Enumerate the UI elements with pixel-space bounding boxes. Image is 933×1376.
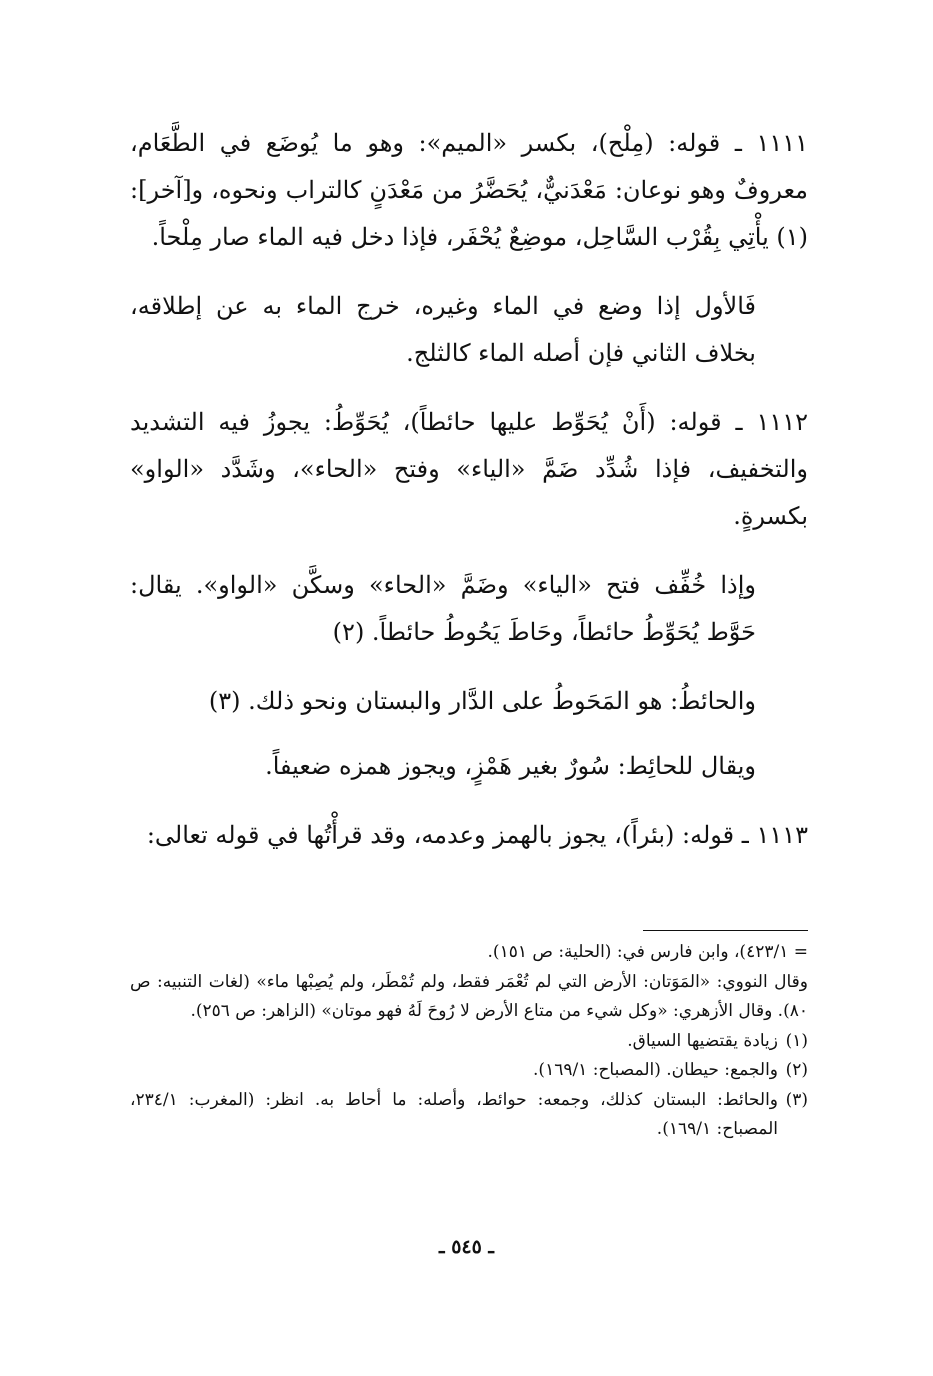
paragraph-1112: ١١١٢ ـ قوله: (أَنْ يُحَوِّط عليها حائطاً)، يُحَوِّطُ: يجوزُ فيه التشديد والتخفيف، فإذا شُدِّد ضَمَّ «الياء» وفتح «الحاء»، وشَدَّد «الواو» بكسرةٍ. — [130, 408, 808, 530]
footnote-text: والحائط: البستان كذلك، وجمعه: حوائط، وأصله: ما أحاط به. انظر: (المغرب: ٢٣٤/١، المصباح: ١٦٩/١). — [130, 1089, 778, 1139]
footnote-continuation-nawawi: وقال النووي: «المَوَتان: الأرض التي لم تُعْمَر فقط، ولم تُمْطَر، ولم يُصِبْها ماء» (لغات التنبيه: ص ٨٠). وقال الأزهري: «وكل شيء من متاع الأرض لا رُوحَ لَهُ فهو موتان» (الزاهر: ص ٢٥٦). — [130, 971, 808, 1021]
paragraph-1111-continued: فَالأول إذا وضع في الماء وغيره، خرج الماء به عن إطلاقه، بخلاف الثاني فإن أصله الماء كالثلج. — [130, 292, 757, 367]
page-number: ـ ٥٤٥ ـ — [439, 1236, 494, 1258]
footnote-2 — [130, 1056, 808, 1086]
footnote-1 — [130, 1027, 808, 1057]
paragraph-1112-continued: وإذا خُفِّف فتح «الياء» وضَمَّ «الحاء» وسكَّن «الواو». يقال: حَوَّط يُحَوِّطُ حائطاً، وحَاطَ يَحُوطُ حائطاً. (٢) — [130, 571, 756, 646]
paragraph-hait-sur: ويقال للحائِط: سُورٌ بغير هَمْزٍ، ويجوز همزه ضعيفاً. — [265, 752, 756, 780]
footnotes — [130, 938, 808, 1145]
paragraph-hait-definition: والحائطُ: هو المَحَوطُ على الدَّار والبستان ونحو ذلك. (٣) — [208, 687, 756, 715]
main-text — [130, 120, 808, 881]
footnote-text: زيادة يقتضيها السياق. — [627, 1030, 778, 1051]
footnote-number: (١) — [785, 1030, 808, 1051]
footnote-text: والجمع: حيطان. (المصباح: ١٦٩/١). — [533, 1060, 778, 1080]
paragraph-1111: ١١١١ ـ قوله: (مِلْح)، بكسر «الميم»: وهو ما يُوضَع في الطَّعَام، معروفٌ وهو نوعان: مَعْدَنيٌّ، يُحَضَّرُ من مَعْدَنٍ كالتراب ونحوه، و[آخر]: (١) يأْتِي بِقُرْب السَّاحِل، موضِعٌ يُحْفَر، فإذا دخل فيه الماء صار مِلْحاً. — [130, 129, 809, 251]
footnote-3 — [130, 1086, 808, 1145]
footnote-number: (٢) — [785, 1060, 808, 1080]
footnote-continuation-line: = ٤٢٣/١)، وابن فارس في: (الحلية: ص ١٥١). — [487, 942, 808, 962]
paragraph-1113: ١١١٣ ـ قوله: (بئراً)، يجوز بالهمز وعدمه، وقد قرأْتُها في قوله تعالى: — [146, 821, 808, 849]
footnote-separator — [643, 930, 808, 931]
footnote-number: (٣) — [785, 1089, 808, 1110]
